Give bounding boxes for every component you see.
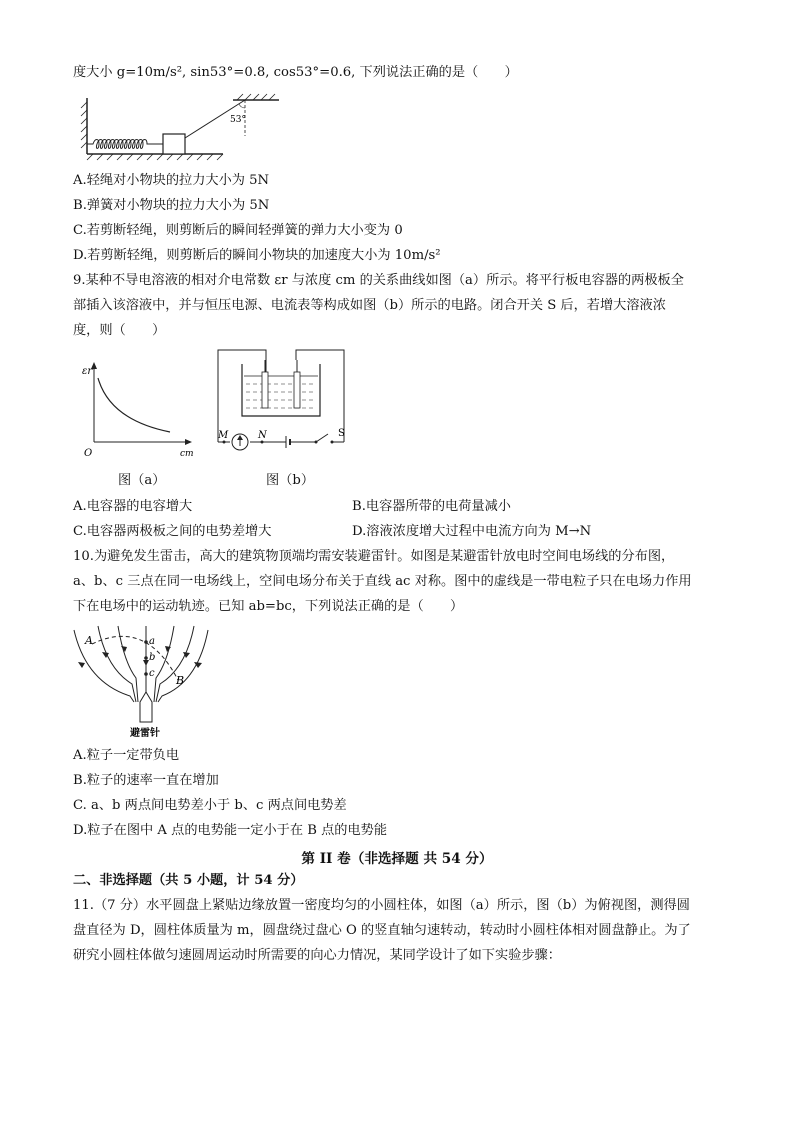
q10-stem-line2: a、b、c 三点在同一电场线上，空间电场分布关于直线 ac 对称。图中的虚线是一带电粒子只在电场力作用 [73,574,692,589]
origin-label: O [84,448,93,459]
label-n: N [258,430,267,441]
curve [98,378,170,432]
x-axis-label: cm [180,449,194,459]
q10-option-a: A.粒子一定带负电 [73,748,180,763]
q10-stem-line1: 10.为避免发生雷击，高大的建筑物顶端均需安装避雷针。如图是某避雷针放电时空间电场线的分布图， [73,549,675,564]
spring [87,140,163,149]
q8-option-c: C.若剪断轻绳，则剪断后的瞬间轻弹簧的弹力大小变为 0 [73,223,403,238]
point-A: A [85,634,93,647]
q11-stem-line2: 盘直径为 D，圆柱体质量为 m，圆盘绕过盘心 O 的竖直轴匀速转动，转动时小圆柱体相对圆盘静止。为了 [73,923,691,938]
label-s: S [338,428,345,439]
figure-b-caption: 图（b） [266,473,315,488]
figure-b-circuit [212,346,352,464]
q10-option-c: C. a、b 两点间电势差小于 b、c 两点间电势差 [73,798,347,813]
q9-stem-line2: 部插入该溶液中，并与恒压电源、电流表等构成如图（b）所示的电路。闭合开关 S 后，若增大溶液浓 [73,298,666,313]
figure-a-graph [80,360,200,460]
lightning-rod-figure [70,622,210,740]
q8-option-b: B.弹簧对小物块的拉力大小为 5N [73,198,270,213]
q8-option-a: A.轻绳对小物块的拉力大小为 5N [73,173,270,188]
q10-option-b: B.粒子的速率一直在增加 [73,773,219,788]
q9-stem-line3: 度，则（ ） [73,323,166,338]
point-b: b [149,652,156,663]
question-8-stem-end: 度大小 g=10m/s², sin53°=0.8, cos53°=0.6, 下列说法正确的是（ ） [73,65,518,80]
y-axis-label: εr [82,366,93,377]
rod-caption: 避雷针 [130,728,160,739]
section-heading: 二、非选择题（共 5 小题，计 54 分） [73,873,304,888]
q9-option-d: D.溶液浓度增大过程中电流方向为 M→N [352,524,592,539]
q9-option-c: C.电容器两极板之间的电势差增大 [73,524,272,539]
angle-label: 53° [230,115,246,125]
point-c: c [149,668,155,679]
q8-option-d: D.若剪断轻绳，则剪断后的瞬间小物块的加速度大小为 10m/s² [73,248,441,263]
q9-option-a: A.电容器的电容增大 [73,499,193,514]
q10-option-d: D.粒子在图中 A 点的电势能一定小于在 B 点的电势能 [73,823,388,838]
spring-block-figure [73,92,303,164]
section-title: 第 II 卷（非选择题 共 54 分） [301,851,493,867]
q9-stem-line1: 9.某种不导电溶液的相对介电常数 εr 与浓度 cm 的关系曲线如图（a）所示。将平行板电容器的两极板全 [73,273,684,288]
q10-stem-line3: 下在电场中的运动轨迹。已知 ab=bc，下列说法正确的是（ ） [73,599,464,614]
q9-option-b: B.电容器所带的电荷量减小 [352,499,511,514]
block [163,134,185,154]
q11-stem-line3: 研究小圆柱体做匀速圆周运动时所需要的向心力情况，某同学设计了如下实验步骤： [73,948,561,963]
point-B: B [176,674,185,687]
label-m: M [218,430,229,441]
point-a: a [149,636,155,647]
figure-a-caption: 图（a） [118,473,166,488]
q11-stem-line1: 11.（7 分）水平圆盘上紧贴边缘放置一密度均匀的小圆柱体，如图（a）所示，图（b）为俯视图，测得圆 [73,898,690,913]
